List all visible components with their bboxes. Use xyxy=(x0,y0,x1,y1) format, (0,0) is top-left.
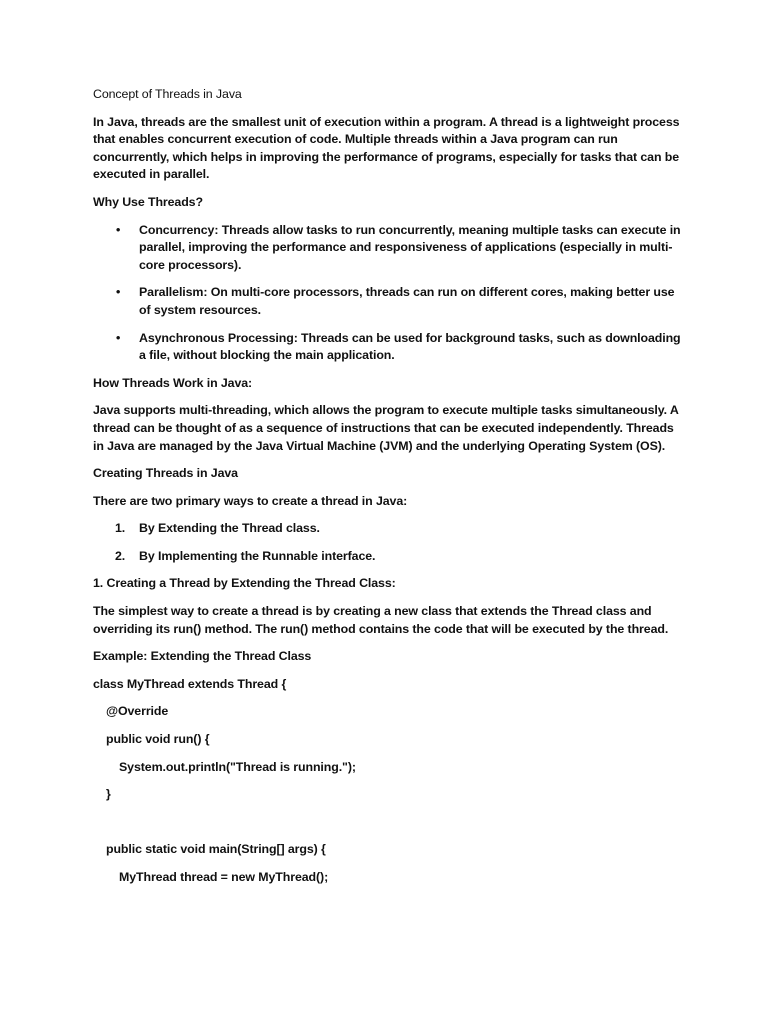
list-item xyxy=(93,222,683,275)
list-item xyxy=(93,520,683,538)
list-item xyxy=(93,330,683,365)
list-number: 1. xyxy=(115,521,126,536)
bullet-text: Asynchronous Processing: Threads can be used for background tasks, such as downloading a file, without blocking the main application. xyxy=(139,330,681,363)
code-line-6: public static void main(String[] args) { xyxy=(106,842,326,857)
how-paragraph: Java supports multi-threading, which allows the program to execute multiple tasks simultaneously. A thread can be thought of as a sequence of instructions that can be executed independently. Threads in Java are managed by the Java Virtual Machine (JVM) and the underlying Operating System (OS). xyxy=(93,403,679,453)
list-text: By Implementing the Runnable interface. xyxy=(139,548,376,563)
list-item xyxy=(93,284,683,319)
bullet-icon: • xyxy=(116,285,121,300)
blank-line xyxy=(93,814,683,832)
list-number: 2. xyxy=(115,548,126,563)
example-heading: Example: Extending the Thread Class xyxy=(93,649,312,664)
ways-numbered-list xyxy=(93,520,683,565)
code-line-7: MyThread thread = new MyThread(); xyxy=(119,870,329,884)
why-bullet-list xyxy=(93,222,683,365)
intro-paragraph: In Java, threads are the smallest unit of execution within a program. A thread is a lightweight process that enables concurrent execution of code. Multiple threads within a Java program can run concurrently, which helps in improving the performance of programs, especially for tasks that can be executed in parallel. xyxy=(93,114,680,182)
creating-intro: There are two primary ways to create a thread in Java: xyxy=(93,493,408,508)
code-line-3: public void run() { xyxy=(106,732,210,747)
document-page xyxy=(93,86,683,897)
document-title: Concept of Threads in Java xyxy=(93,87,242,101)
why-heading: Why Use Threads? xyxy=(93,194,203,209)
bullet-text: Parallelism: On multi-core processors, threads can run on different cores, making better use of system resources. xyxy=(139,285,675,317)
code-line-1: class MyThread extends Thread { xyxy=(93,676,287,691)
code-block xyxy=(93,676,683,887)
how-heading: How Threads Work in Java: xyxy=(93,375,253,390)
code-line-2: @Override xyxy=(106,704,169,719)
list-text: By Extending the Thread class. xyxy=(139,521,320,536)
section1-heading: 1. Creating a Thread by Extending the Thread Class: xyxy=(93,576,396,591)
bullet-icon: • xyxy=(116,222,121,237)
section1-paragraph: The simplest way to create a thread is by creating a new class that extends the Thread class and overriding its run() method. The run() method contains the code that will be executed by the thread. xyxy=(93,604,669,636)
bullet-text: Concurrency: Threads allow tasks to run concurrently, meaning multiple tasks can execute in parallel, improving the performance and responsiveness of applications (especially in multi-core processors). xyxy=(139,222,681,272)
creating-heading: Creating Threads in Java xyxy=(93,466,238,481)
list-item xyxy=(93,548,683,566)
code-line-5: } xyxy=(106,787,111,802)
bullet-icon: • xyxy=(116,330,121,345)
code-line-4: System.out.println("Thread is running."); xyxy=(119,759,356,774)
